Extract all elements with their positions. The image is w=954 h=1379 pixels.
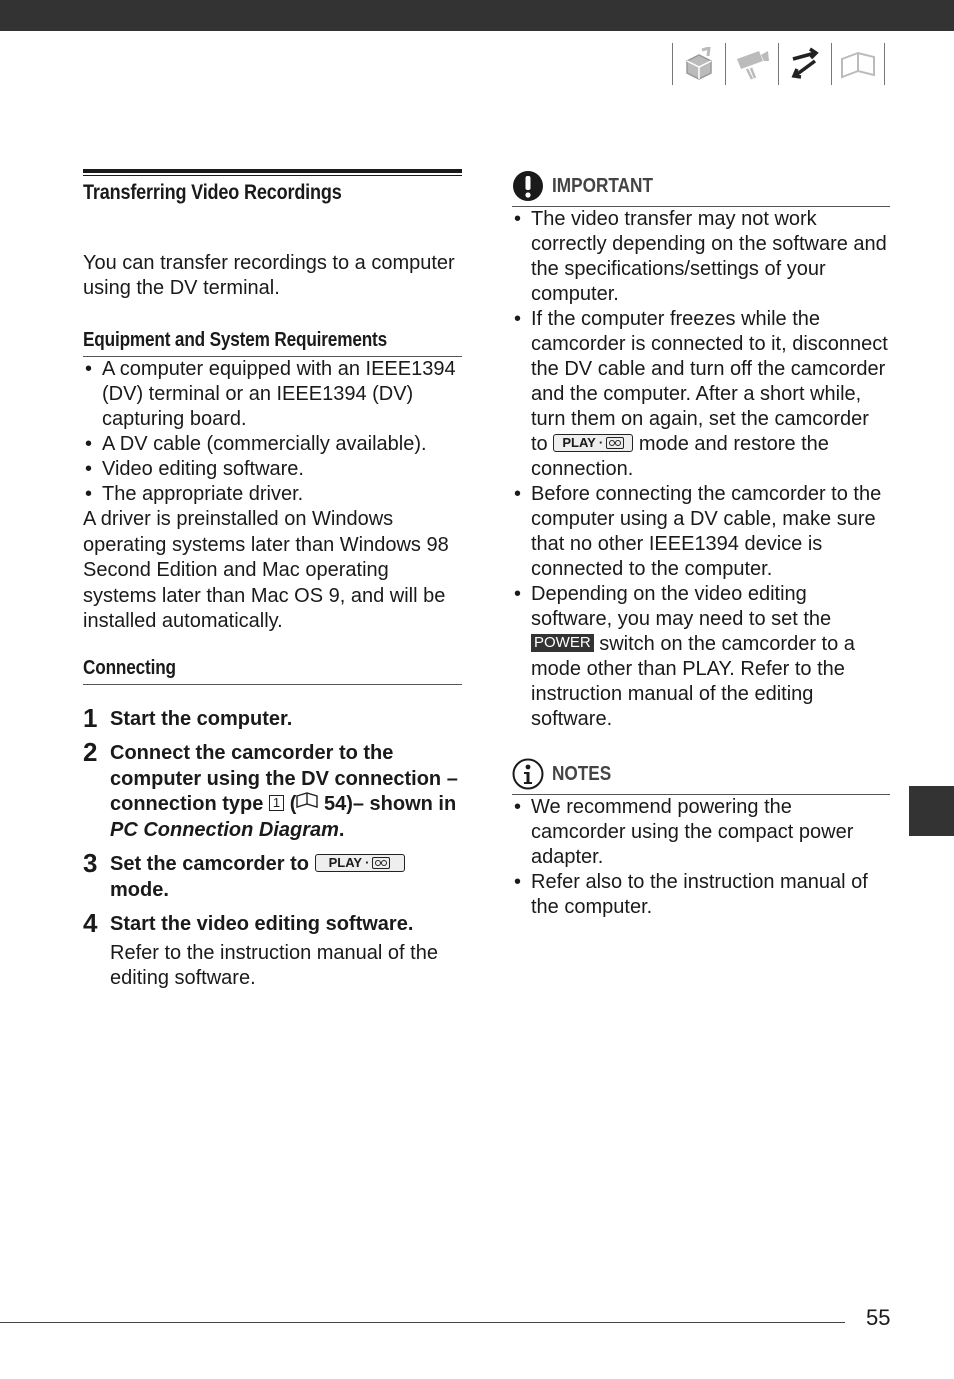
page-number: 55 [866, 1305, 891, 1330]
step-text: Start the video editing software. [110, 913, 414, 936]
page-title: Transferring Video Recordings [83, 181, 342, 204]
play-label: PLAY [328, 855, 363, 870]
step-text-part: shown in [369, 793, 457, 816]
list-item-text: mode and restore the connection. [531, 433, 829, 480]
list-item: • Video editing software. [83, 457, 462, 482]
list-item-text: switch on the camcorder to a mode other than PLAY. Refer to the instruction manual of the editing software. [531, 633, 855, 730]
list-item: • The video transfer may not work correctly depending on the software and the specifications/settings of your computer. [512, 207, 890, 307]
list-item [512, 582, 890, 732]
notes-section [512, 758, 890, 920]
footer-rule [0, 1322, 845, 1323]
steps-list [83, 702, 462, 991]
requirements-heading-block [83, 329, 462, 357]
top-bar [0, 0, 954, 31]
book-icon[interactable] [831, 43, 885, 85]
left-column [83, 169, 462, 1000]
important-label: IMPORTANT [552, 174, 653, 197]
section-header [83, 169, 462, 205]
step-number: 2 [83, 737, 98, 767]
exclamation-icon [512, 170, 544, 202]
tape-icon [372, 857, 390, 869]
list-item: • Refer also to the instruction manual of the computer. [512, 870, 890, 920]
paren: ( [289, 793, 297, 816]
right-column [512, 170, 890, 920]
connection-type-box: 1 [269, 795, 284, 811]
page-reference: 54)– [323, 793, 364, 816]
step-number: 3 [83, 848, 98, 879]
transfer-arrows-icon[interactable] [778, 43, 831, 85]
power-switch-badge: POWER [531, 634, 594, 652]
step-description: Refer to the instruction manual of the editing software. [110, 941, 438, 989]
notes-label: NOTES [552, 762, 612, 785]
connecting-heading-block [83, 657, 462, 685]
step-4 [83, 908, 462, 991]
chapter-tabs [672, 43, 885, 85]
play-label: PLAY [562, 435, 596, 451]
step-text [110, 852, 462, 903]
camcorder-icon[interactable] [725, 43, 778, 85]
step-text-part: mode. [110, 878, 169, 901]
tape-icon [606, 437, 624, 449]
diagram-reference: PC Connection Diagram [110, 818, 339, 841]
requirements-heading: Equipment and System Requirements [83, 329, 387, 351]
list-item: • A DV cable (commercially available). [83, 432, 462, 457]
list-item: • A computer equipped with an IEEE1394 (DV) terminal or an IEEE1394 (DV) capturing board. [83, 357, 462, 432]
connecting-heading: Connecting [83, 656, 176, 679]
list-item-text: If the computer freezes while the camcorder is connected to it, disconnect the DV cable and turn off the camcorder and the computer. After a short while, turn them on again, set the camcorder to [531, 308, 888, 455]
play-mode-badge [553, 434, 633, 452]
driver-note: A driver is preinstalled on Windows operating systems later than Windows 98 Second Edition and Mac operating systems later than Mac OS 9, and will be installed automatically. [83, 508, 449, 632]
step-text-part: Set the camcorder to [110, 853, 309, 876]
step-text: Start the computer. [110, 707, 293, 730]
list-item: • We recommend powering the camcorder using the compact power adapter. [512, 795, 890, 870]
step-2 [83, 737, 462, 843]
list-item [512, 307, 890, 482]
step-text [110, 741, 462, 843]
step-text-part: Connect the camcorder to the computer using the DV connection –connection type [110, 742, 458, 816]
list-item-text: Depending on the video editing software, you may need to set the [531, 583, 832, 630]
intro-text: You can transfer recordings to a computer using the DV terminal. [83, 252, 455, 299]
important-header [512, 170, 890, 207]
requirements-list [83, 357, 462, 507]
badge-dot: · [598, 435, 604, 451]
step-text-end: . [338, 818, 345, 841]
chapter-side-tab [909, 786, 954, 836]
book-reference-icon [296, 790, 318, 816]
notes-list [512, 795, 890, 920]
list-item: • Before connecting the camcorder to the computer using a DV cable, make sure that no other IEEE1394 device is connected to the computer. [512, 482, 890, 582]
notes-header [512, 758, 890, 795]
step-number: 4 [83, 908, 98, 939]
step-1 [83, 702, 462, 733]
box-icon[interactable] [672, 43, 725, 85]
step-3 [83, 848, 462, 903]
play-mode-badge [315, 854, 405, 872]
info-icon [512, 758, 544, 790]
list-item: • The appropriate driver. [83, 482, 462, 507]
important-list [512, 207, 890, 732]
badge-dot: · [365, 855, 370, 870]
step-number: 1 [83, 702, 98, 733]
